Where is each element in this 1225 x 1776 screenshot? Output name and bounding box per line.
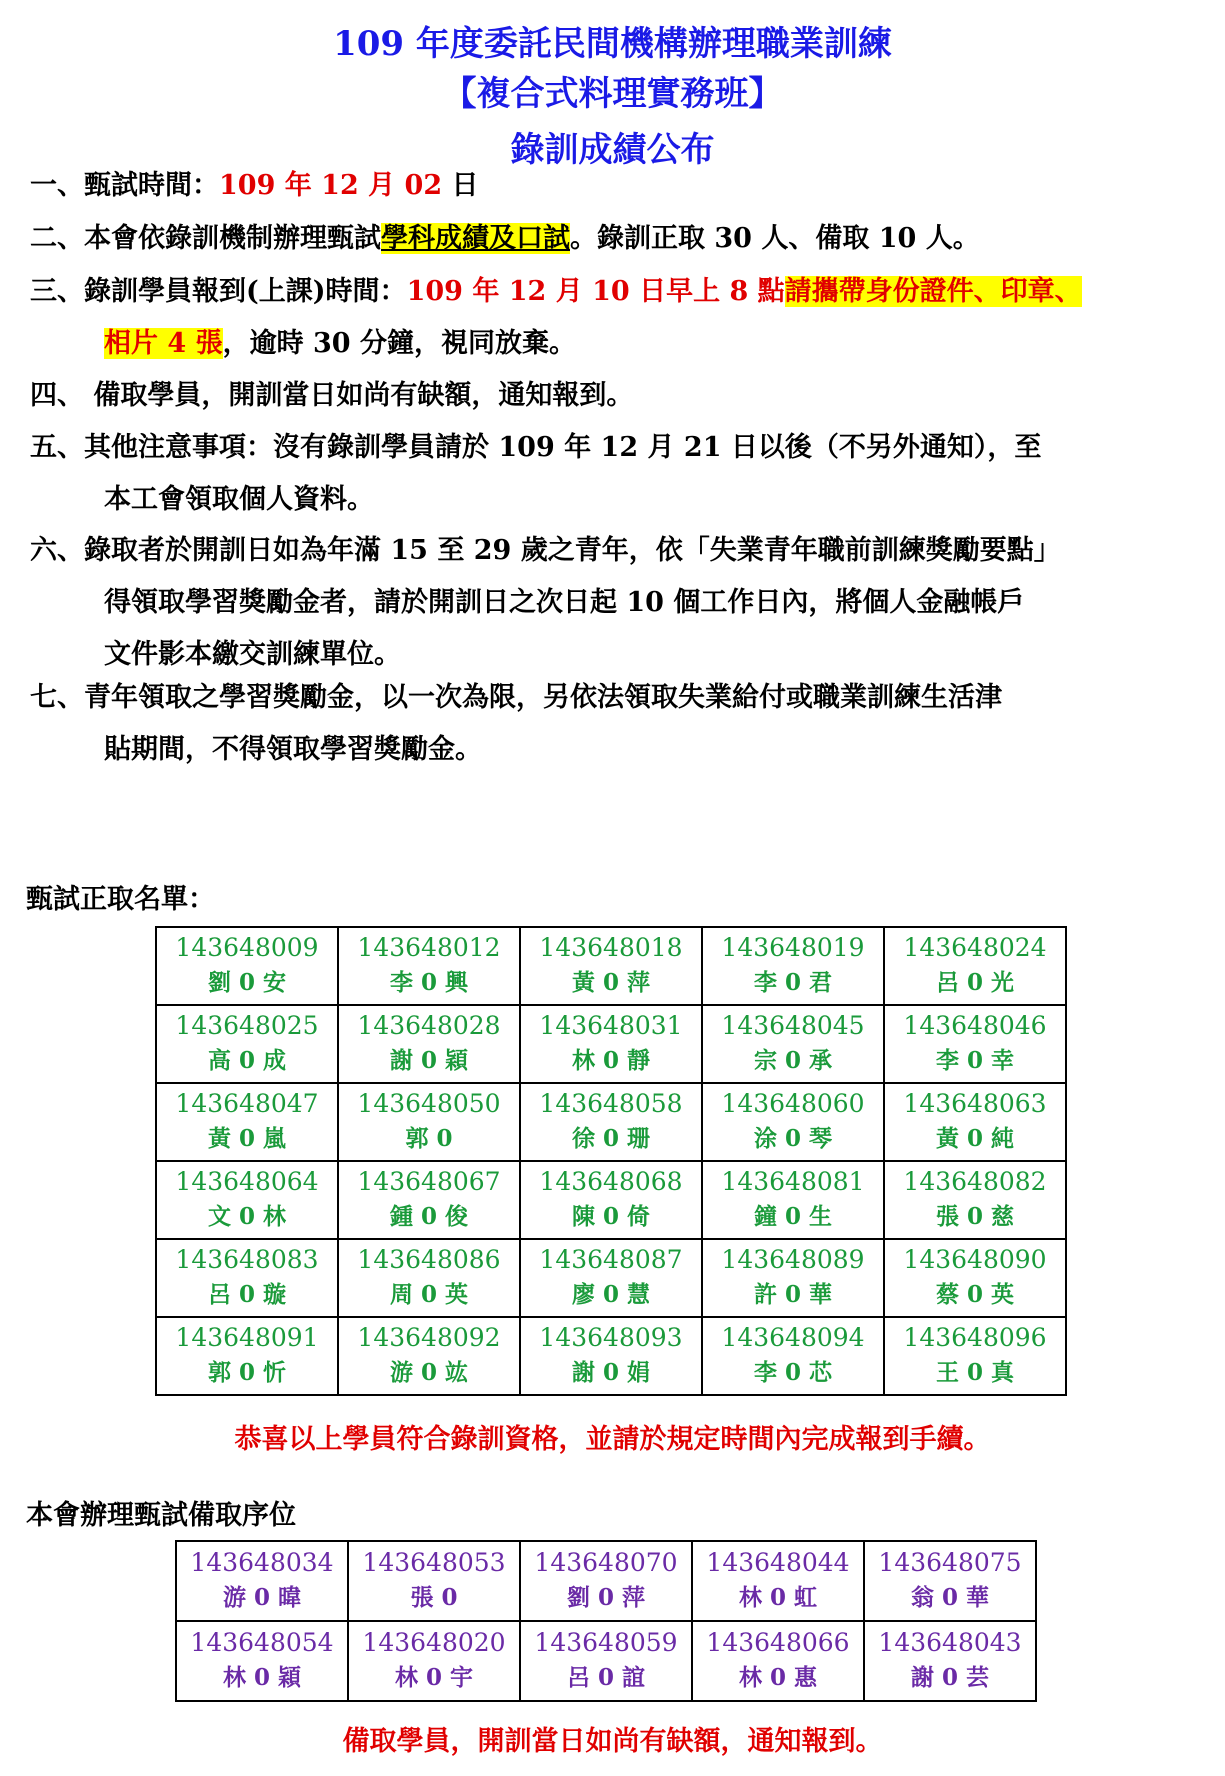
student-name: 謝 0 娟 [571, 1359, 651, 1386]
student-cell [348, 1541, 520, 1621]
student-name: 郭 0 [405, 1125, 453, 1152]
item-3-prefix: 三、錄訓學員報到(上課)時間： [30, 276, 407, 307]
item-6-line-1: 六、錄取者於開訓日如為年滿 15 至 29 歲之青年，依「失業青年職前訓練獎勵要點」 [30, 535, 1061, 566]
item-7-reward-limit [30, 672, 1200, 776]
student-cell [520, 1317, 702, 1395]
student-name: 張 0 [410, 1584, 458, 1611]
student-id: 143648024 [903, 933, 1047, 962]
student-name: 廖 0 慧 [571, 1281, 651, 1308]
student-cell [156, 1005, 338, 1083]
student-cell [702, 1239, 884, 1317]
student-id: 143648063 [903, 1089, 1047, 1118]
student-id: 143648028 [357, 1011, 501, 1040]
student-name: 郭 0 忻 [207, 1359, 287, 1386]
table-row [176, 1621, 1036, 1701]
item-6-youth-reward [30, 525, 1200, 681]
student-name: 黃 0 純 [935, 1125, 1015, 1152]
student-cell [338, 1005, 520, 1083]
item-1-exam-time [30, 160, 1200, 212]
student-name: 黃 0 萍 [571, 969, 651, 996]
student-id: 143648047 [175, 1089, 319, 1118]
item-2-exam-method [30, 213, 1200, 265]
waitlist-notice: 備取學員，開訓當日如尚有缺額，通知報到。 [342, 1726, 883, 1757]
student-id: 143648059 [534, 1628, 678, 1657]
student-name: 鐘 0 生 [753, 1203, 833, 1230]
student-name: 黃 0 嵐 [207, 1125, 287, 1152]
item-3-suffix: ，逾時 30 分鐘，視同放棄。 [222, 328, 576, 359]
student-cell [864, 1621, 1036, 1701]
item-5-notes [30, 422, 1200, 526]
student-cell [520, 927, 702, 1005]
admitted-list-label: 甄試正取名單： [26, 884, 215, 915]
table-row [176, 1541, 1036, 1621]
student-cell [702, 1005, 884, 1083]
student-cell [884, 1083, 1066, 1161]
waitlist-table [175, 1540, 1037, 1702]
item-5-line-1: 五、其他注意事項：沒有錄訓學員請於 109 年 12 月 21 日以後（不另外通知），至 [30, 432, 1042, 463]
student-cell [156, 927, 338, 1005]
admitted-table [155, 926, 1067, 1396]
student-cell [884, 1005, 1066, 1083]
student-name: 呂 0 光 [935, 969, 1015, 996]
table-row [156, 927, 1066, 1005]
student-name: 林 0 穎 [222, 1664, 302, 1691]
student-cell [520, 1005, 702, 1083]
student-id: 143648093 [539, 1323, 683, 1352]
item-5-line-2: 本工會領取個人資料。 [104, 484, 374, 515]
student-cell [884, 1239, 1066, 1317]
title-line-1: 109 年度委託民間機構辦理職業訓練 [333, 24, 892, 64]
student-id: 143648087 [539, 1245, 683, 1274]
student-name: 李 0 君 [753, 969, 833, 996]
item-6-line-3: 文件影本繳交訓練單位。 [104, 639, 401, 670]
item-7-line-1: 七、青年領取之學習獎勵金，以一次為限，另依法領取失業給付或職業訓練生活津 [30, 682, 1002, 713]
student-id: 143648086 [357, 1245, 501, 1274]
table-row [156, 1239, 1066, 1317]
student-cell [702, 927, 884, 1005]
student-cell [884, 1317, 1066, 1395]
student-id: 143648066 [706, 1628, 850, 1657]
student-cell [338, 1083, 520, 1161]
student-cell [338, 1317, 520, 1395]
student-name: 陳 0 倚 [571, 1203, 651, 1230]
student-name: 林 0 虹 [738, 1584, 818, 1611]
student-id: 143648043 [878, 1628, 1022, 1657]
student-name: 王 0 真 [935, 1359, 1015, 1386]
title-line-3: 錄訓成績公布 [510, 130, 715, 170]
student-name: 涂 0 琴 [753, 1125, 833, 1152]
student-name: 謝 0 穎 [389, 1047, 469, 1074]
student-id: 143648045 [721, 1011, 865, 1040]
student-cell [156, 1161, 338, 1239]
student-name: 蔡 0 英 [935, 1281, 1015, 1308]
student-cell [156, 1317, 338, 1395]
title-line-2: 【複合式料理實務班】 [442, 74, 783, 114]
student-cell [702, 1083, 884, 1161]
student-name: 鍾 0 俊 [389, 1203, 469, 1230]
student-cell [338, 1161, 520, 1239]
student-id: 143648096 [903, 1323, 1047, 1352]
student-name: 呂 0 誼 [566, 1664, 646, 1691]
admitted-notice: 恭喜以上學員符合錄訓資格，並請於規定時間內完成報到手續。 [234, 1424, 991, 1455]
student-name: 翁 0 華 [910, 1584, 990, 1611]
item-4-waitlist-note: 四、 備取學員，開訓當日如尚有缺額，通知報到。 [30, 380, 634, 411]
student-id: 143648058 [539, 1089, 683, 1118]
student-id: 143648046 [903, 1011, 1047, 1040]
student-cell [520, 1161, 702, 1239]
student-cell [702, 1161, 884, 1239]
student-id: 143648082 [903, 1167, 1047, 1196]
student-name: 謝 0 芸 [910, 1664, 990, 1691]
item-7-line-2: 貼期間，不得領取學習獎勵金。 [104, 734, 482, 765]
student-id: 143648044 [706, 1548, 850, 1577]
item-1-suffix: 日 [442, 170, 479, 201]
student-id: 143648054 [190, 1628, 334, 1657]
table-row [156, 1005, 1066, 1083]
item-2-highlight: 學科成績及口試 [381, 223, 570, 254]
student-id: 143648083 [175, 1245, 319, 1274]
student-name: 李 0 芯 [753, 1359, 833, 1386]
student-cell [864, 1541, 1036, 1621]
student-cell [692, 1541, 864, 1621]
student-id: 143648012 [357, 933, 501, 962]
student-cell [520, 1083, 702, 1161]
student-name: 游 0 暐 [222, 1584, 302, 1611]
student-name: 游 0 竑 [389, 1359, 469, 1386]
student-id: 143648031 [539, 1011, 683, 1040]
student-name: 周 0 英 [389, 1281, 469, 1308]
student-name: 徐 0 珊 [571, 1125, 651, 1152]
item-1-date: 109 年 12 月 02 [219, 170, 443, 201]
table-row [156, 1317, 1066, 1395]
student-cell [702, 1317, 884, 1395]
student-cell [338, 927, 520, 1005]
item-3-date: 109 年 12 月 10 日早上 8 點 [406, 276, 785, 307]
student-name: 林 0 惠 [738, 1664, 818, 1691]
student-cell [884, 927, 1066, 1005]
student-name: 高 0 成 [207, 1047, 287, 1074]
student-id: 143648094 [721, 1323, 865, 1352]
student-id: 143648067 [357, 1167, 501, 1196]
item-1-prefix: 一、甄試時間： [30, 170, 219, 201]
student-cell [338, 1239, 520, 1317]
student-cell [520, 1621, 692, 1701]
student-id: 143648034 [190, 1548, 334, 1577]
student-name: 劉 0 安 [207, 969, 287, 996]
student-name: 呂 0 璇 [207, 1281, 287, 1308]
item-2-prefix: 二、本會依錄訓機制辦理甄試 [30, 223, 381, 254]
student-cell [156, 1083, 338, 1161]
item-3-highlight-1: 請攜帶身份證件、印章、 [784, 276, 1082, 307]
waitlist-label: 本會辦理甄試備取序位 [26, 1500, 296, 1531]
student-name: 宗 0 承 [753, 1047, 833, 1074]
student-id: 143648091 [175, 1323, 319, 1352]
student-id: 143648068 [539, 1167, 683, 1196]
student-cell [176, 1621, 348, 1701]
student-id: 143648070 [534, 1548, 678, 1577]
student-id: 143648090 [903, 1245, 1047, 1274]
student-name: 張 0 慈 [935, 1203, 1015, 1230]
student-cell [520, 1239, 702, 1317]
student-id: 143648009 [175, 933, 319, 962]
student-id: 143648089 [721, 1245, 865, 1274]
student-name: 李 0 幸 [935, 1047, 1015, 1074]
student-id: 143648064 [175, 1167, 319, 1196]
student-id: 143648060 [721, 1089, 865, 1118]
table-row [156, 1161, 1066, 1239]
student-name: 文 0 林 [207, 1203, 287, 1230]
table-row [156, 1083, 1066, 1161]
item-3-report-time [30, 266, 1200, 370]
item-2-suffix: 。錄訓正取 30 人、備取 10 人。 [570, 223, 980, 254]
student-id: 143648025 [175, 1011, 319, 1040]
student-id: 143648020 [362, 1628, 506, 1657]
item-6-line-2: 得領取學習獎勵金者，請於開訓日之次日起 10 個工作日內，將個人金融帳戶 [104, 587, 1025, 618]
student-name: 林 0 宇 [394, 1664, 474, 1691]
item-3-highlight-2: 相片 4 張 [104, 328, 223, 359]
student-cell [692, 1621, 864, 1701]
student-id: 143648053 [362, 1548, 506, 1577]
student-id: 143648075 [878, 1548, 1022, 1577]
student-name: 劉 0 萍 [566, 1584, 646, 1611]
student-id: 143648081 [721, 1167, 865, 1196]
student-id: 143648092 [357, 1323, 501, 1352]
student-name: 許 0 華 [753, 1281, 833, 1308]
student-id: 143648050 [357, 1089, 501, 1118]
student-id: 143648018 [539, 933, 683, 962]
student-cell [348, 1621, 520, 1701]
student-cell [520, 1541, 692, 1621]
student-id: 143648019 [721, 933, 865, 962]
student-cell [884, 1161, 1066, 1239]
student-name: 林 0 靜 [571, 1047, 651, 1074]
student-cell [156, 1239, 338, 1317]
student-name: 李 0 興 [389, 969, 469, 996]
student-cell [176, 1541, 348, 1621]
